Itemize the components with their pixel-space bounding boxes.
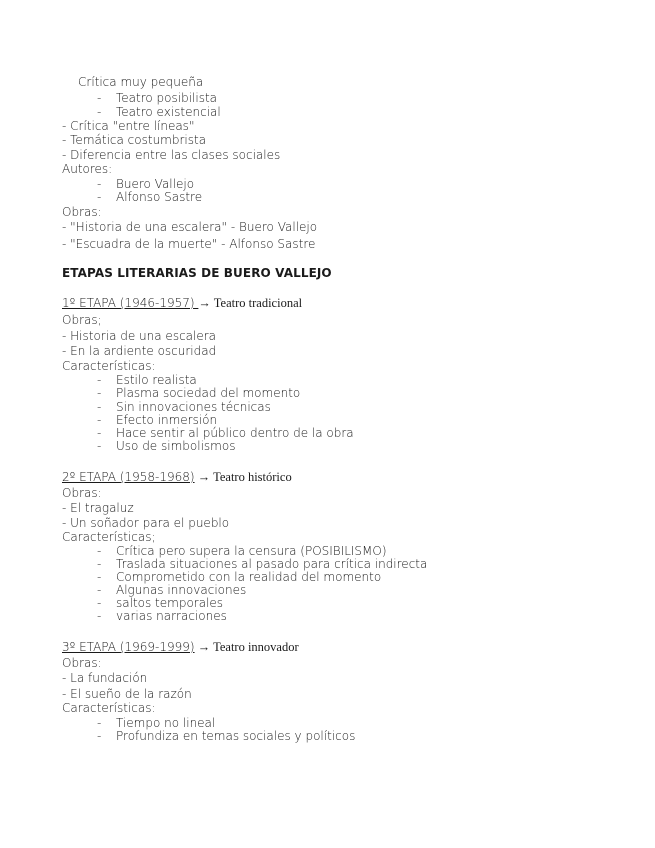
list-item <box>97 439 235 453</box>
bullet-dash: - <box>97 583 102 597</box>
list-item <box>97 400 271 414</box>
list-item <box>97 609 227 623</box>
list-item <box>97 570 381 584</box>
stage-title: 1º ETAPA (1946-1957) <box>62 296 199 310</box>
bullet-dash: - <box>97 400 102 414</box>
stage-subtitle: → Teatro innovador <box>194 640 299 654</box>
obras-label: Obras: <box>62 205 102 219</box>
stage-subtitle: → Teatro tradicional <box>198 296 303 310</box>
stage-title: 3º ETAPA (1969-1999) <box>62 640 195 654</box>
list-item <box>97 583 246 597</box>
section-title: ETAPAS LITERARIAS DE BUERO VALLEJO <box>62 266 332 280</box>
list-item-text: Efecto inmersión <box>116 413 218 427</box>
obra-line: - "Escuadra de la muerte" - Alfonso Sastre <box>62 237 316 251</box>
list-item <box>97 373 197 387</box>
list-item-text: Teatro existencial <box>116 105 221 119</box>
stage-subtitle: → Teatro histórico <box>194 470 292 484</box>
obra-line: - La fundación <box>62 671 148 685</box>
bullet-dash: - <box>97 570 102 584</box>
list-item-text: Alfonso Sastre <box>116 190 203 204</box>
stage-title: 2º ETAPA (1958-1968) <box>62 470 195 484</box>
bullet-dash: - <box>97 386 102 400</box>
obras-label: Obras: <box>62 486 102 500</box>
bullet-dash: - <box>97 426 102 440</box>
bullet-dash: - <box>97 373 102 387</box>
list-item <box>97 716 215 730</box>
caracteristicas-label: Características: <box>62 701 156 715</box>
list-item-text: Uso de simbolismos <box>116 439 236 453</box>
obra-line: - Historia de una escalera <box>62 329 217 343</box>
obra-line: - El sueño de la razón <box>62 687 192 701</box>
bullet-dash: - <box>97 105 102 119</box>
caracteristicas-label: Características: <box>62 359 156 373</box>
list-item <box>97 177 194 191</box>
list-item <box>97 105 221 119</box>
bullet-dash: - <box>97 439 102 453</box>
list-item-text: saltos temporales <box>116 596 224 610</box>
list-item-text: Crítica pero supera la censura (POSIBILISMO) <box>116 544 387 558</box>
feature-line: - Temática costumbrista <box>62 133 207 147</box>
bullet-dash: - <box>97 91 102 105</box>
list-item <box>97 596 223 610</box>
critica-line: Crítica muy pequeña <box>78 75 204 89</box>
list-item-text: Algunas innovaciones <box>116 583 247 597</box>
list-item <box>97 413 217 427</box>
list-item <box>97 190 202 204</box>
list-item-text: varias narraciones <box>116 609 227 623</box>
bullet-dash: - <box>97 557 102 571</box>
caracteristicas-label: Características; <box>62 530 156 544</box>
bullet-dash: - <box>97 729 102 743</box>
obra-line: - El tragaluz <box>62 501 134 515</box>
autores-label: Autores: <box>62 162 113 176</box>
obra-line: - "Historia de una escalera" - Buero Vallejo <box>62 220 318 234</box>
bullet-dash: - <box>97 544 102 558</box>
stage-title-line <box>62 640 299 654</box>
feature-line: - Diferencia entre las clases sociales <box>62 148 281 162</box>
obras-label: Obras; <box>62 313 102 327</box>
list-item <box>97 91 217 105</box>
list-item-text: Teatro posibilista <box>116 91 218 105</box>
obra-line: - En la ardiente oscuridad <box>62 344 217 358</box>
bullet-dash: - <box>97 413 102 427</box>
bullet-dash: - <box>97 716 102 730</box>
obras-label: Obras: <box>62 656 102 670</box>
list-item-text: Plasma sociedad del momento <box>116 386 301 400</box>
stage-title-line <box>62 470 292 484</box>
list-item-text: Profundiza en temas sociales y políticos <box>116 729 356 743</box>
list-item <box>97 386 300 400</box>
bullet-dash: - <box>97 609 102 623</box>
feature-line: - Crítica "entre líneas" <box>62 119 195 133</box>
list-item-text: Tiempo no lineal <box>116 716 216 730</box>
obra-line: - Un soñador para el pueblo <box>62 516 230 530</box>
list-item-text: Comprometido con la realidad del momento <box>116 570 382 584</box>
list-item <box>97 729 355 743</box>
list-item <box>97 557 427 571</box>
list-item-text: Traslada situaciones al pasado para crítica indirecta <box>116 557 428 571</box>
list-item <box>97 544 387 558</box>
bullet-dash: - <box>97 190 102 204</box>
bullet-dash: - <box>97 596 102 610</box>
stage-title-line <box>62 296 302 310</box>
list-item <box>97 426 354 440</box>
bullet-dash: - <box>97 177 102 191</box>
list-item-text: Sin innovaciones técnicas <box>116 400 271 414</box>
list-item-text: Buero Vallejo <box>116 177 195 191</box>
list-item-text: Hace sentir al público dentro de la obra <box>116 426 354 440</box>
list-item-text: Estilo realista <box>116 373 197 387</box>
